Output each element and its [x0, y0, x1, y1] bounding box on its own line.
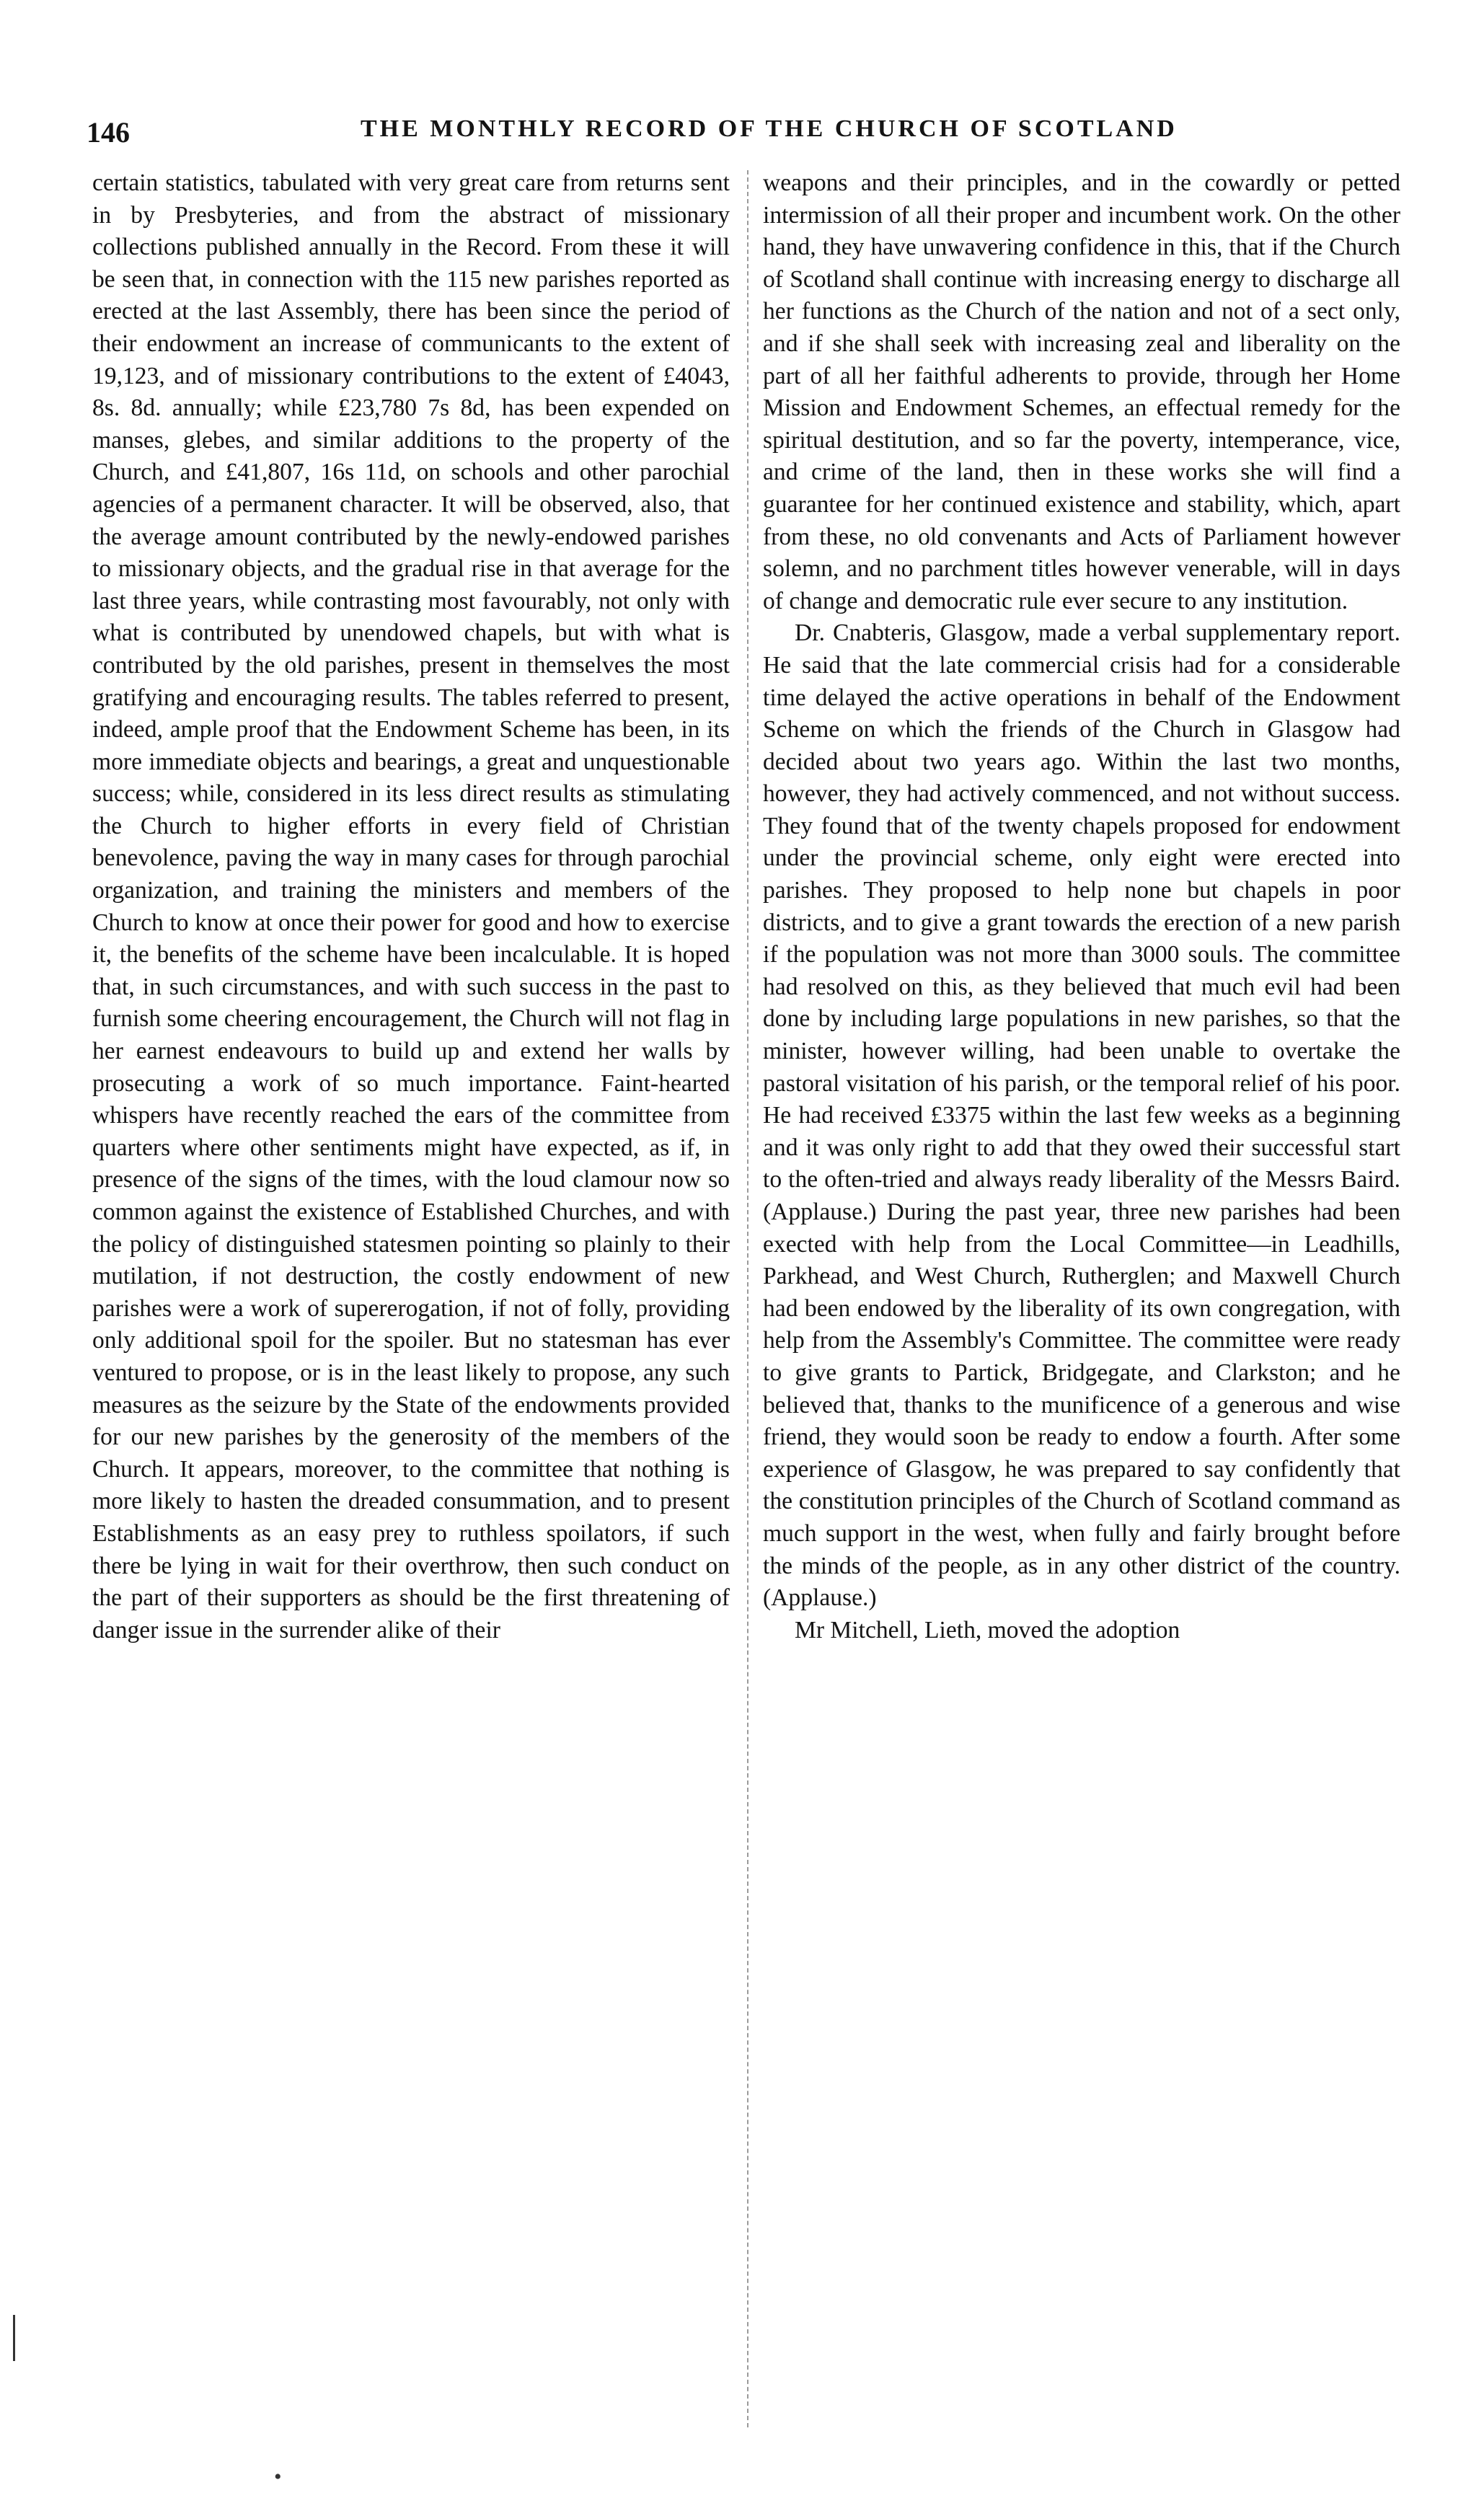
right-paragraph-3: Mr Mitchell, Lieth, moved the adoption [795, 1616, 1180, 1644]
left-column [92, 167, 730, 1646]
running-title: THE MONTHLY RECORD OF THE CHURCH OF SCOTLAND [361, 115, 1178, 142]
page-header [87, 115, 1413, 156]
page-number: 146 [87, 116, 130, 149]
right-column [763, 167, 1400, 1646]
column-divider [747, 170, 748, 2427]
bottom-dot-mark: • [274, 2465, 282, 2489]
left-paragraph-1: certain statistics, tabulated with very great care from returns sent in by Presbyteries, and from the abstract of missionary collections published annually in the Record. From these it will be seen that, in connection with the 115 new parishes reported as erected at the last Assembly, there has been since the period of their endowment an increase of communicants to the extent of 19,123, and of missionary contributions to the extent of £4043, 8s. 8d. annually; while £23,780 7s 8d, has been expended on manses, glebes, and similar additions to the property of the Church, and £41,807, 16s 11d, on schools and other parochial agencies of a permanent character. It will be observed, also, that the average amount contributed by the newly-endowed parishes to missionary objects, and the gradual rise in that average for the last three years, while contrasting most favourably, not only with what is contributed by unendowed chapels, but with what is contributed by the old parishes, present in themselves the most gratifying and encouraging results. The tables referred to present, indeed, ample proof that the Endowment Scheme has been, in its more immediate objects and bearings, a great and unquestionable success; while, considered in its less direct results as stimulating the Church to higher efforts in every field of Christian benevolence, paving the way in many cases for through parochial organization, and training the ministers and members of the Church to know at once their power for good and how to exercise it, the benefits of the scheme have been incalculable. It is hoped that, in such circumstances, and with such success in the past to furnish some cheering encouragement, the Church will not flag in her earnest endeavours to build up and extend her walls by prosecuting a work of so much importance. Faint-hearted whispers have recently reached the ears of the committee from quarters where other sentiments might have expected, as if, in presence of the signs of the times, with the loud clamour now so common against the existence of Established Churches, and with the policy of distinguished statesmen pointing so plainly to their mutilation, if not destruction, the costly endowment of new parishes were a work of supererogation, if not of folly, providing only additional spoil for the spoiler. But no statesman has ever ventured to propose, or is in the least likely to propose, any such measures as the seizure by the State of the endowments provided for our new parishes by the generosity of the members of the Church. It appears, moreover, to the committee that nothing is more likely to hasten the dreaded consummation, and to present Establishments as an easy prey to ruthless spoilators, if such there be lying in wait for their overthrow, then such conduct on the part of their supporters as should be the first threatening of danger issue in the surrender alike of their [92, 169, 730, 1644]
margin-mark [13, 2315, 15, 2361]
right-paragraph-1: weapons and their principles, and in the cowardly or petted intermission of all their proper and incumbent work. On the other hand, they have unwavering confidence in this, that if the Church of Scotland shall continue with increasing energy to discharge all her functions as the Church of the nation and not of a sect only, and if she shall seek with increasing zeal and liberality on the part of all her faithful adherents to provide, through her Home Mission and Endowment Schemes, an effectual remedy for the spiritual destitution, and so far the poverty, intemperance, vice, and crime of the land, then in these works she will find a guarantee for her continued existence and stability, which, apart from these, no old convenants and Acts of Parliament however solemn, and no parchment titles however venerable, will in days of change and democratic rule ever secure to any institution. [763, 169, 1400, 614]
right-paragraph-2: Dr. Cnabteris, Glasgow, made a verbal supplementary report. He said that the late commercial crisis had for a considerable time delayed the active operations in behalf of the Endowment Scheme on which the friends of the Church in Glasgow had decided about two years ago. Within the last two months, however, they had actively commenced, and not without success. They found that of the twenty chapels proposed for endowment under the provincial scheme, only eight were erected into parishes. They proposed to help none but chapels in poor districts, and to give a grant towards the erection of a new parish if the population was not more than 3000 souls. The committee had resolved on this, as they believed that much evil had been done by including large populations in new parishes, so that the minister, however willing, had been unable to overtake the pastoral visitation of his parish, or the temporal relief of his poor. He had received £3375 within the last few weeks as a beginning and it was only right to add that they owed their successful start to the often-tried and always ready liberality of the Messrs Baird. (Applause.) During the past year, three new parishes had been exected with help from the Local Committee—in Leadhills, Parkhead, and West Church, Rutherglen; and Maxwell Church had been endowed by the liberality of its own congregation, with help from the Assembly's Committee. The committee were ready to give grants to Partick, Bridgegate, and Clarkston; and he believed that, thanks to the munificence of a generous and wise friend, they would soon be ready to endow a fourth. After some experience of Glasgow, he was prepared to say confidently that the constitution principles of the Church of Scotland command as much support in the west, when fully and fairly brought before the minds of the people, as in any other district of the country. (Applause.) [763, 619, 1400, 1612]
